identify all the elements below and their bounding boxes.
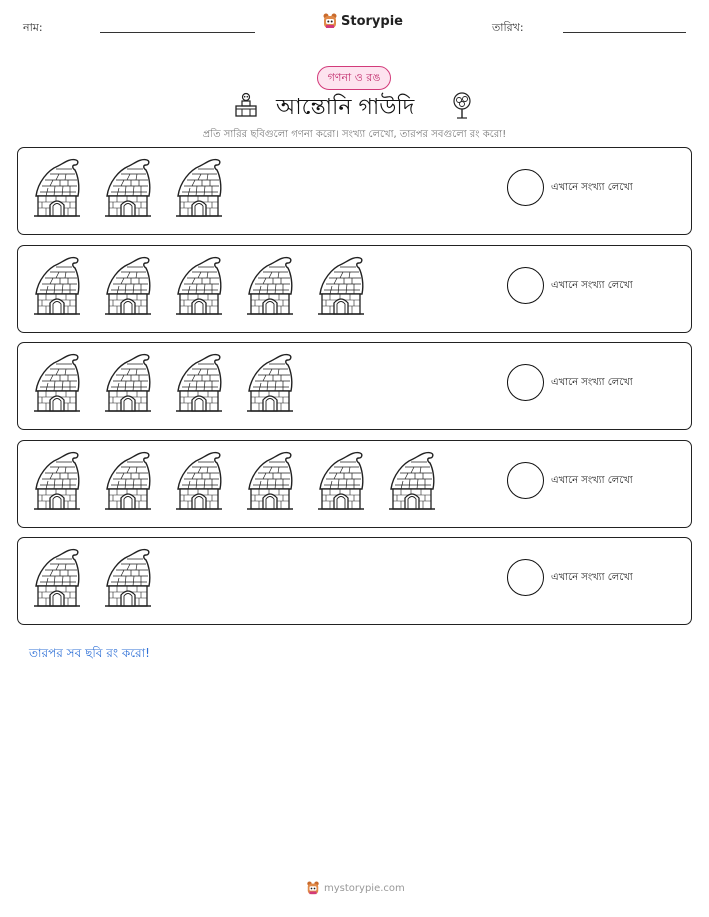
storypie-bear-logo-icon [306, 880, 320, 896]
gaudi-house-icon [172, 156, 224, 220]
gaudi-house-icon [172, 254, 224, 318]
gaudi-house-icon [243, 449, 295, 513]
gaudi-house-icon [243, 254, 295, 318]
answer-circle[interactable] [507, 462, 544, 499]
fountain-icon [233, 92, 259, 118]
tree-icon [451, 92, 473, 120]
worksheet-title: আন্তোনি গাউদি [276, 95, 415, 120]
topic-badge: গণনা ও রঙ [317, 66, 391, 90]
count-row-3 [17, 342, 692, 430]
gaudi-house-icon [314, 449, 366, 513]
date-label: তারিখ: [492, 21, 524, 34]
answer-circle[interactable] [507, 267, 544, 304]
gaudi-house-icon [30, 546, 82, 610]
gaudi-house-icon [101, 156, 153, 220]
answer-circle[interactable] [507, 364, 544, 401]
gaudi-house-icon [30, 351, 82, 415]
answer-label: এখানে সংখ্যা লেখো [551, 182, 633, 193]
gaudi-house-icon [101, 449, 153, 513]
answer-label: এখানে সংখ্যা লেখো [551, 572, 633, 583]
date-field-line[interactable] [563, 32, 686, 33]
color-instruction: তারপর সব ছবি রং করো! [29, 646, 150, 660]
site-footer [306, 880, 405, 896]
count-row-5 [17, 537, 692, 625]
gaudi-house-icon [172, 449, 224, 513]
gaudi-house-icon [101, 254, 153, 318]
name-field-line[interactable] [100, 32, 255, 33]
brand-name: Storypie [341, 13, 403, 29]
instruction-text: প্রতি সারির ছবিগুলো গণনা করো। সংখ্যা লেখো, তারপর সবগুলো রং করো! [202, 129, 507, 140]
answer-circle[interactable] [507, 169, 544, 206]
storypie-logo [322, 12, 403, 30]
count-row-1 [17, 147, 692, 235]
gaudi-house-icon [314, 254, 366, 318]
gaudi-house-icon [101, 351, 153, 415]
gaudi-house-icon [385, 449, 437, 513]
storypie-bear-logo-icon [322, 12, 338, 30]
site-url: mystorypie.com [324, 882, 405, 894]
name-label: নাম: [23, 21, 43, 34]
answer-label: এখানে সংখ্যা লেখো [551, 475, 633, 486]
count-row-2 [17, 245, 692, 333]
gaudi-house-icon [172, 351, 224, 415]
gaudi-house-icon [101, 546, 153, 610]
gaudi-house-icon [30, 449, 82, 513]
gaudi-house-icon [30, 254, 82, 318]
count-row-4 [17, 440, 692, 528]
gaudi-house-icon [243, 351, 295, 415]
answer-label: এখানে সংখ্যা লেখো [551, 377, 633, 388]
answer-label: এখানে সংখ্যা লেখো [551, 280, 633, 291]
answer-circle[interactable] [507, 559, 544, 596]
gaudi-house-icon [30, 156, 82, 220]
